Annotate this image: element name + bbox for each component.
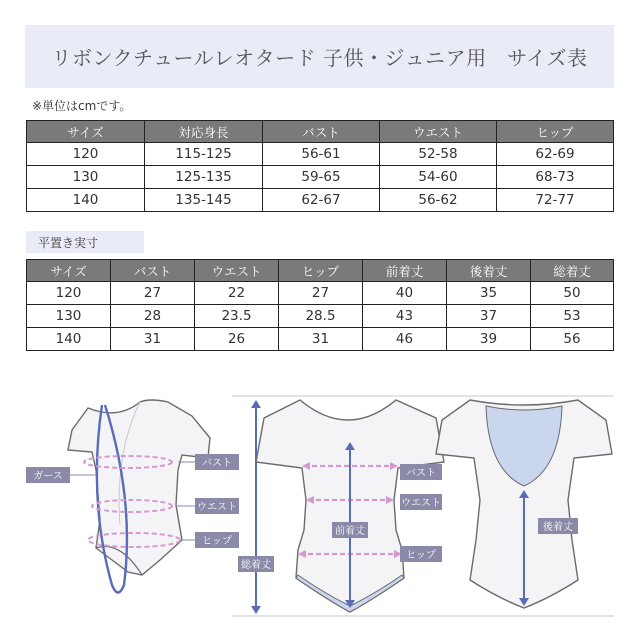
table-cell: 59-65 <box>263 166 380 189</box>
table-cell: 125-135 <box>145 166 263 189</box>
bust-tag-right <box>400 464 442 480</box>
table-cell: 120 <box>27 282 111 305</box>
hip-label-left: ヒップ <box>202 536 232 547</box>
table-cell: 26 <box>195 328 279 351</box>
column-header: 総着丈 <box>531 260 614 282</box>
table-cell: 50 <box>531 282 614 305</box>
table-cell: 43 <box>363 305 447 328</box>
table-cell: 62-69 <box>497 143 614 166</box>
table-cell: 54-60 <box>380 166 497 189</box>
total-length-label: 総着丈 <box>241 560 271 571</box>
girth-tag <box>26 467 70 483</box>
table-cell: 31 <box>111 328 195 351</box>
table-cell: 53 <box>531 305 614 328</box>
table-cell: 130 <box>27 305 111 328</box>
table-cell: 23.5 <box>195 305 279 328</box>
bust-label-right: バスト <box>406 468 436 479</box>
unit-note: ※単位はcmです。 <box>32 99 132 113</box>
column-header: ウエスト <box>195 260 279 282</box>
table-cell: 31 <box>279 328 363 351</box>
table-cell: 39 <box>447 328 531 351</box>
table-cell: 135-145 <box>145 189 263 212</box>
column-header: 対応身長 <box>145 121 263 143</box>
column-header: 前着丈 <box>363 260 447 282</box>
table-cell: 27 <box>111 282 195 305</box>
table-cell: 72-77 <box>497 189 614 212</box>
table-cell: 28 <box>111 305 195 328</box>
hip-tag-right <box>400 546 442 562</box>
table-cell: 120 <box>27 143 145 166</box>
waist-label-left: ウエスト <box>197 502 237 513</box>
table-cell: 27 <box>279 282 363 305</box>
table-cell: 28.5 <box>279 305 363 328</box>
table-cell: 40 <box>363 282 447 305</box>
column-header: バスト <box>111 260 195 282</box>
hip-label-right: ヒップ <box>406 550 436 561</box>
table-cell: 35 <box>447 282 531 305</box>
column-header: バスト <box>263 121 380 143</box>
hip-tag-left <box>195 532 239 548</box>
table-cell: 115-125 <box>145 143 263 166</box>
table-cell: 56 <box>531 328 614 351</box>
column-header: ヒップ <box>497 121 614 143</box>
table-cell: 56-61 <box>263 143 380 166</box>
table-cell: 22 <box>195 282 279 305</box>
front-length-label: 前着丈 <box>335 526 365 537</box>
column-header: ウエスト <box>380 121 497 143</box>
table-cell: 62-67 <box>263 189 380 212</box>
waist-tag-right <box>400 494 442 510</box>
back-length-label: 後着丈 <box>543 522 573 533</box>
bust-label-left: バスト <box>202 458 232 469</box>
table-cell: 140 <box>27 189 145 212</box>
waist-label-right: ウエスト <box>401 498 441 509</box>
table-cell: 52-58 <box>380 143 497 166</box>
column-header: サイズ <box>27 260 111 282</box>
column-header: ヒップ <box>279 260 363 282</box>
table-cell: 46 <box>363 328 447 351</box>
waist-tag-left <box>195 498 239 514</box>
table-cell: 68-73 <box>497 166 614 189</box>
page-title: リボンクチュールレオタード 子供・ジュニア用 サイズ表 <box>51 46 588 70</box>
column-header: 後着丈 <box>447 260 531 282</box>
leotard-side-figure <box>68 400 210 575</box>
flat-measure-label: 平置き実寸 <box>26 231 144 253</box>
table-cell: 130 <box>27 166 145 189</box>
table-cell: 37 <box>447 305 531 328</box>
table-cell: 56-62 <box>380 189 497 212</box>
girth-label: ガース <box>33 471 63 482</box>
column-header: サイズ <box>27 121 145 143</box>
bust-tag-left <box>195 454 239 470</box>
table-cell: 140 <box>27 328 111 351</box>
